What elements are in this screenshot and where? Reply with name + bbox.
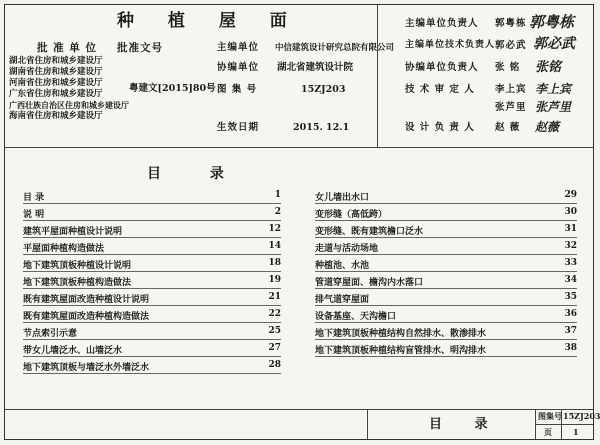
footer-divider (367, 409, 368, 439)
toc-entry-title: 地下建筑顶板与墙泛水外墙泛水 (23, 363, 150, 373)
responsible-role: 主编单位技术负责人 (405, 40, 496, 50)
toc-entry[interactable] (23, 306, 281, 323)
toc-entry[interactable] (315, 238, 577, 255)
toc-entry-page: 38 (564, 343, 577, 353)
toc-entry-page: 29 (564, 190, 577, 200)
toc-entry[interactable] (23, 187, 281, 204)
footer-mid-rule (535, 424, 593, 425)
toc-entry[interactable] (23, 340, 281, 357)
row-rule (315, 356, 577, 357)
toc-entry-title: 管道穿屋面、檐沟内水落口 (315, 278, 424, 288)
toc-entry[interactable] (23, 255, 281, 272)
editor-label: 主编单位 (217, 42, 260, 53)
approval-doc-label: 批准文号 (117, 42, 163, 54)
toc-entry-title: 女儿墙出水口 (315, 193, 370, 203)
toc-entry-page: 33 (564, 258, 577, 268)
atlas-value: 15ZJ203 (563, 411, 600, 421)
toc-entry-page: 22 (268, 309, 281, 319)
toc-entry-page: 2 (274, 207, 281, 217)
toc-entry-title: 地下建筑顶板种植构造做法 (23, 278, 132, 288)
signature: 张芦里 (535, 100, 572, 114)
toc-entry-page: 32 (564, 241, 577, 251)
approval-unit: 广东省住房和城乡建设厅 (9, 89, 103, 99)
toc-entry[interactable] (315, 187, 577, 204)
approval-unit: 湖南省住房和城乡建设厅 (9, 67, 103, 77)
responsible-name: 张芦里 (495, 102, 527, 113)
toc-entry-title: 设备基座、天沟檐口 (315, 312, 397, 322)
toc-entry-page: 34 (564, 275, 577, 285)
responsible-role: 技 术 审 定 人 (405, 84, 475, 95)
responsible-name: 郭必武 (495, 40, 527, 51)
toc-entry-title: 说 明 (23, 210, 45, 220)
toc-entry[interactable] (315, 323, 577, 340)
toc-entry[interactable] (23, 221, 281, 238)
toc-entry[interactable] (23, 238, 281, 255)
co-editor-value: 湖北省建筑设计院 (277, 62, 354, 73)
effective-date-value: 2015. 12.1 (293, 122, 350, 133)
toc-entry-page: 14 (268, 241, 281, 251)
toc-entry-title: 变形缝、既有建筑檐口泛水 (315, 227, 424, 237)
toc-entry-title: 地下建筑顶板种植设计说明 (23, 261, 132, 271)
approval-unit-label: 批 准 单 位 (37, 42, 97, 54)
signature: 李上宾 (535, 82, 572, 96)
toc-entry[interactable] (23, 289, 281, 306)
drawing-sheet (4, 4, 600, 440)
toc-entry-page: 28 (268, 360, 281, 370)
toc-entry-title: 地下建筑顶板种植结构自然排水、散渗排水 (315, 329, 487, 339)
toc-entry-title: 排气道穿屋面 (315, 295, 370, 305)
toc-entry[interactable] (315, 255, 577, 272)
toc-entry-title: 平屋面种植构造做法 (23, 244, 105, 254)
toc-entry-page: 18 (268, 258, 281, 268)
editor-value: 中信建筑设计研究总院有限公司 (275, 43, 395, 53)
toc-entry-page: 30 (564, 207, 577, 217)
toc-entry-page: 19 (268, 275, 281, 285)
responsible-role: 主编单位负责人 (405, 18, 479, 29)
toc-heading: 目 录 (147, 166, 246, 182)
responsible-name: 张 铭 (495, 62, 521, 73)
toc-entry-page: 37 (564, 326, 577, 336)
toc-entry-page: 1 (274, 190, 281, 200)
co-editor-label: 协编单位 (217, 62, 260, 73)
toc-entry[interactable] (315, 221, 577, 238)
toc-entry-title: 地下建筑顶板种植结构盲管排水、明沟排水 (315, 346, 487, 356)
toc-entry[interactable] (315, 204, 577, 221)
toc-entry[interactable] (23, 323, 281, 340)
approval-unit: 广西壮族自治区住房和城乡建设厅 (9, 100, 129, 110)
approval-unit: 湖北省住房和城乡建设厅 (9, 56, 103, 66)
toc-entry-title: 既有建筑屋面改造种植构造做法 (23, 312, 150, 322)
toc-entry-page: 35 (564, 292, 577, 302)
responsible-name: 郭粤栋 (495, 18, 527, 29)
signature: 郭必武 (533, 36, 575, 52)
approval-doc-number: 粤建文[2015]80号 (129, 83, 216, 94)
toc-entry-title: 建筑平屋面种植设计说明 (23, 227, 123, 237)
toc-entry[interactable] (315, 272, 577, 289)
responsible-role: 协编单位负责人 (405, 62, 479, 73)
atlas-label: 图集号 (538, 411, 562, 421)
header-divider (377, 5, 378, 147)
toc-entry[interactable] (23, 272, 281, 289)
toc-entry-page: 31 (564, 224, 577, 234)
toc-entry[interactable] (23, 357, 281, 374)
responsible-name: 李上宾 (495, 84, 527, 95)
responsible-role: 设 计 负 责 人 (405, 122, 475, 133)
atlas-number-label: 图 集 号 (217, 84, 258, 95)
toc-entry-title: 节点索引示意 (23, 329, 78, 339)
toc-entry-page: 12 (268, 224, 281, 234)
page-label: 页 (544, 427, 552, 437)
signature: 张铭 (535, 60, 562, 75)
atlas-number-value: 15ZJ203 (301, 84, 346, 95)
page-value: 1 (573, 427, 579, 437)
footer-top-rule (5, 409, 593, 410)
page-title: 种 植 屋 面 (117, 11, 301, 31)
toc-entry-title: 目 录 (23, 193, 45, 203)
toc-entry[interactable] (315, 340, 577, 357)
signature: 赵薇 (535, 120, 560, 134)
toc-entry-title: 带女儿墙泛水、山墙泛水 (23, 346, 123, 356)
toc-entry-title: 变形缝（高低跨） (315, 210, 388, 220)
toc-entry-title: 走道与活动场地 (315, 244, 379, 254)
toc-entry-title: 种植池、水池 (315, 261, 370, 271)
approval-unit: 河南省住房和城乡建设厅 (9, 78, 103, 88)
approval-unit: 海南省住房和城乡建设厅 (9, 111, 103, 121)
effective-date-label: 生效日期 (217, 122, 260, 133)
toc-entry-title: 既有建筑屋面改造种植设计说明 (23, 295, 150, 305)
toc-entry[interactable] (23, 204, 281, 221)
footer-title: 目 录 (429, 417, 502, 432)
toc-entry[interactable] (315, 306, 577, 323)
header-bottom-rule (5, 147, 593, 148)
responsible-name: 赵 薇 (495, 122, 521, 133)
toc-entry-page: 21 (268, 292, 281, 302)
row-rule (23, 373, 281, 374)
toc-entry-page: 27 (268, 343, 281, 353)
toc-entry[interactable] (315, 289, 577, 306)
toc-entry-page: 36 (564, 309, 577, 319)
signature: 郭粤栋 (529, 13, 575, 31)
toc-entry-page: 25 (268, 326, 281, 336)
